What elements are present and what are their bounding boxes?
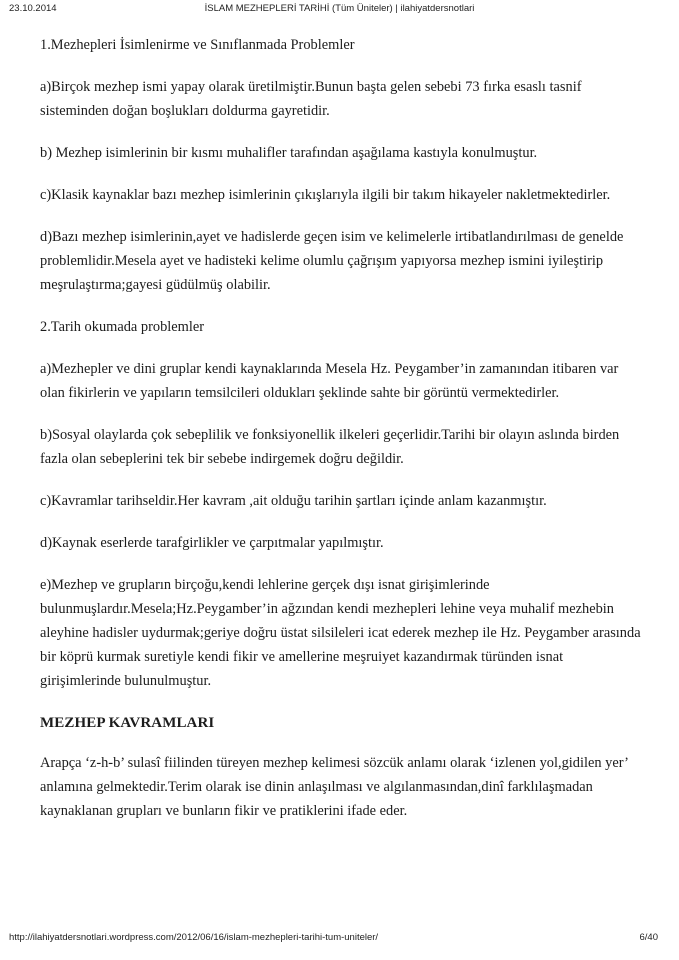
paragraph-2e: e)Mezhep ve grupların birçoğu,kendi lehlerine gerçek dışı isnat girişimlerinde bulunmuşlardır.Mesela;Hz.Peygamber’in ağzından kendi mezhepleri lehine veya muhalif mezhebin aleyhine hadisler uydurmak;geriye doğru üstat silsileleri icat ederek mezhep ile Hz. Peygamber arasında bir köprü kurmak suretiyle kendi fikir ve amellerine meşruiyet kazandırmak türünden isnat girişimlerinde bulunulmuştur.	[40, 577, 641, 689]
section-1-title: 1.Mezhepleri İsimlenirme ve Sınıflanmada Problemler	[40, 37, 355, 53]
paragraph-1a: a)Birçok mezhep ismi yapay olarak üretilmiştir.Bunun başta gelen sebebi 73 fırka esaslı tasnif sisteminden doğan boşlukları doldurma gayretidir.	[40, 79, 582, 119]
paragraph-1b: b) Mezhep isimlerinin bir kısmı muhalifler tarafından aşağılama kastıyla konulmuştur.	[40, 145, 538, 161]
definition-paragraph: Arapça ‘z-h-b’ sulasî fiilinden türeyen mezhep kelimesi sözcük anlamı olarak ‘izlenen yol,gidilen yer’ anlamına gelmektedir.Terim olarak ise dinin anlaşılması ve algılanmasından,dinî farklılaşmadan kaynaklanan grupları ve bunların fikir ve pratiklerini ifade eder.	[40, 755, 628, 819]
print-date: 23.10.2014	[9, 3, 57, 14]
section-2-title: 2.Tarih okumada problemler	[40, 319, 205, 335]
article-body	[40, 33, 646, 841]
page-number: 6/40	[639, 932, 658, 943]
paragraph-2d: d)Kaynak eserlerde tarafgirlikler ve çarpıtmalar yapılmıştır.	[40, 535, 384, 551]
paragraph-1d: d)Bazı mezhep isimlerinin,ayet ve hadislerde geçen isim ve kelimelerle irtibatlandırılması de genelde problemlidir.Mesela ayet ve hadisteki kelime olumlu çağrışım yapıyorsa mezhep ismini iyileştirip meşrulaştırma;gayesi güdülmüş olabilir.	[40, 229, 624, 293]
paragraph-2a: a)Mezhepler ve dini gruplar kendi kaynaklarında Mesela Hz. Peygamber’in zamanından itibaren var olan fikirlerin ve yapıların temsilcileri oldukları şeklinde sahte bir görüntü vermektedirler.	[40, 361, 619, 401]
document-title: İSLAM MEZHEPLERİ TARİHİ (Tüm Üniteler) | ilahiyatdersnotlari	[204, 3, 475, 14]
section-heading: MEZHEP KAVRAMLARI	[40, 715, 215, 731]
print-header	[9, 3, 670, 17]
print-footer	[9, 932, 670, 946]
paragraph-2c: c)Kavramlar tarihseldir.Her kavram ,ait olduğu tarihin şartları içinde anlam kazanmıştır.	[40, 493, 547, 509]
paragraph-2b: b)Sosyal olaylarda çok sebeplilik ve fonksiyonellik ilkeleri geçerlidir.Tarihi bir olayın aslında birden fazla olan sebeplerini tek bir sebebe indirgemek doğru değildir.	[40, 427, 620, 467]
source-url[interactable]: http://ilahiyatdersnotlari.wordpress.com/2012/06/16/islam-mezhepleri-tarihi-tum-uniteler/	[9, 932, 379, 943]
paragraph-1c: c)Klasik kaynaklar bazı mezhep isimlerinin çıkışlarıyla ilgili bir takım hikayeler nakletmektedirler.	[40, 187, 611, 203]
